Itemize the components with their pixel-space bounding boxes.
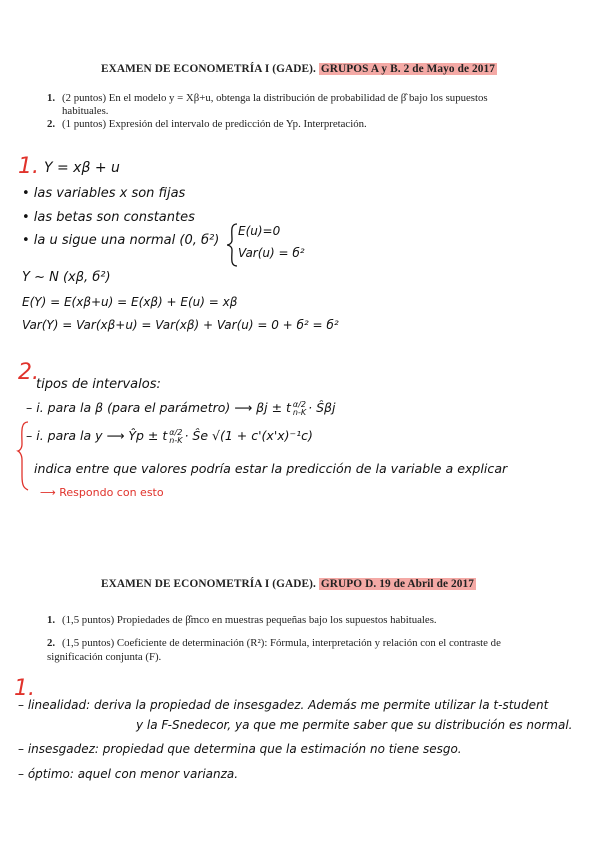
exam1-q2-number: 2. [47,118,56,130]
exam2-q2-line2: significación conjunta (F). [47,651,162,663]
answer3-number: 1. [14,676,35,701]
exam2-title-highlight: GRUPO D. 19 de Abril de 2017 [320,578,474,590]
answer2-i2-end: · Ŝe √(1 + c'(x'x)⁻¹c) [184,428,313,443]
exam2-title-plain: EXAMEN DE ECONOMETRÍA I (GADE). [101,578,316,590]
answer1-brace-line-2: Var(u) = б² [238,246,305,260]
exam1-q1-line1: (2 puntos) En el modelo y = Xβ+u, obtenga la distribución de probabilidad de β̂ bajo los supuestos [62,92,488,104]
exam2-q2-line1: (1,5 puntos) Coeficiente de determinación (R²): Fórmula, interpretación y relación con el contraste de [62,637,501,649]
answer1-brace-line-1: E(u)=0 [238,224,281,238]
answer2-number: 2. [18,360,39,385]
answer1-number: 1. [18,154,39,179]
exam2-q1-number: 1. [47,614,56,626]
answer1-bullet-1: • las variables x son fijas [22,186,186,201]
answer3-insesgadez: – insesgadez: propiedad que determina que la estimación no tiene sesgo. [18,742,462,756]
answer2-interval-parameter [26,400,335,417]
answer2-responde: ⟶ Respondo con esto [40,486,164,499]
exam1-title-plain: EXAMEN DE ECONOMETRÍA I (GADE). [101,63,316,75]
answer3-optimo: – óptimo: aquel con menor varianza. [18,767,239,781]
answer1-model: Y = xβ + u [44,160,120,176]
answer2-i1-end: · Ŝβj [308,400,336,415]
exam1-q1-line2: habituales. [62,105,109,117]
answer2-i2-sub: n-K [169,435,183,445]
exam1-q2-text: (1 puntos) Expresión del intervalo de predicción de Yp. Interpretación. [62,118,367,130]
answer1-bullet-3: • la u sigue una normal (0, б²) [22,233,220,248]
exam1-title-highlight: GRUPOS A y B. 2 de Mayo de 2017 [320,63,496,75]
answer2-tipos: tipos de intervalos: [36,377,161,392]
answer2-i2-text: – i. para la y ⟶ Ŷp ± t [26,428,168,443]
answer2-i1-sub: n-K [292,407,307,417]
answer2-indica: indica entre que valores podría estar la predicción de la variable a explicar [34,461,508,476]
curly-brace-icon [225,222,239,268]
answer1-variance: Var(Y) = Var(xβ+u) = Var(xβ) + Var(u) = 0 + б² = б² [22,318,339,332]
answer3-linealidad: – linealidad: deriva la propiedad de insesgadez. Además me permite utilizar la t-student [18,698,549,712]
answer2-i1-sup: α/2 [292,399,306,409]
exam2-title [101,578,476,590]
exam2-q1-text: (1,5 puntos) Propiedades de β̂mco en muestras pequeñas bajo los supuestos habituales. [62,614,437,626]
exam1-q1-number: 1. [47,92,56,104]
exam1-title [101,63,497,75]
answer2-i2-sup: α/2 [169,427,183,437]
answer2-i1-text: – i. para la β (para el parámetro) ⟶ βj ± t [26,400,291,415]
answer3-linealidad-cont: y la F-Snedecor, ya que me permite saber que su distribución es normal. [136,718,573,732]
answer1-bullet-2: • las betas son constantes [22,210,195,225]
answer1-expectation: E(Y) = E(xβ+u) = E(xβ) + E(u) = xβ [22,295,238,309]
answer1-distribution: Y ~ N (xβ, б²) [22,270,111,285]
exam2-q2-number: 2. [47,637,56,649]
answer2-interval-y [26,428,313,445]
